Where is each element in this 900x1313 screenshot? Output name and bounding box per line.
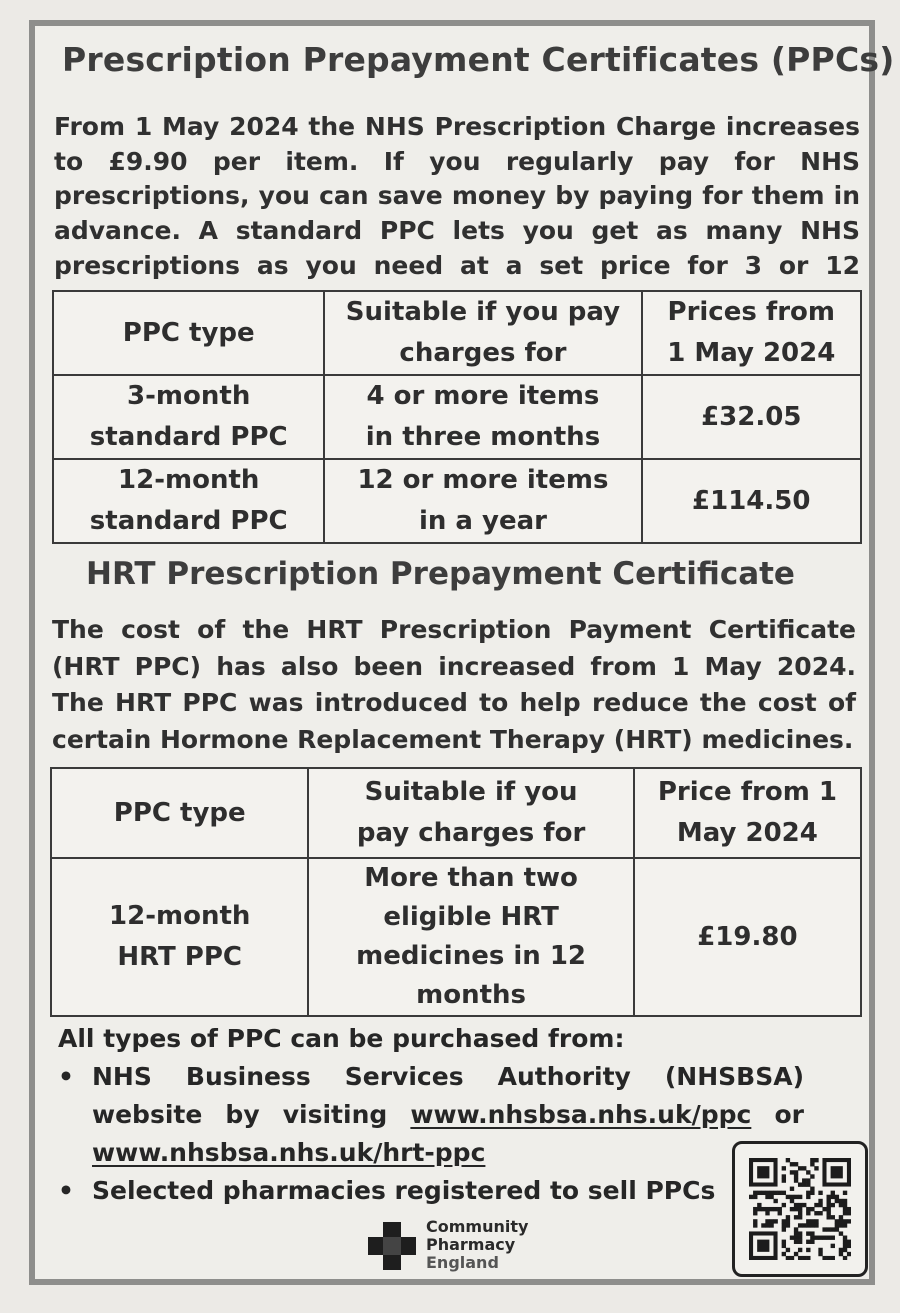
bullet-icon: • <box>58 1176 74 1205</box>
header-cell: Price from 1 May 2024 <box>634 768 861 858</box>
hrt-title: HRT Prescription Prepayment Certificate <box>86 556 795 592</box>
hrt-intro: The cost of the HRT Prescription Payment Certificate (HRT PPC) has also been increased from 1 May 2024. The HRT PPC was introduced to help reduce the cost of certain Hormone Replacement Therapy (HRT) medicines. <box>52 615 856 754</box>
header-cell: Suitable if you pay charges for <box>324 291 641 375</box>
header-cell: Suitable if you pay charges for <box>308 768 633 858</box>
ppc-type-cell: 12-month HRT PPC <box>51 858 308 1016</box>
pharmacy-cross-icon <box>368 1222 416 1270</box>
bullet-pharmacies <box>58 1172 818 1210</box>
header-cell: PPC type <box>51 768 308 858</box>
qr-code-icon[interactable] <box>732 1141 868 1277</box>
ppc-title: Prescription Prepayment Certificates (PPCs) <box>62 40 895 79</box>
table-row <box>53 375 861 459</box>
logo-text <box>426 1218 528 1272</box>
ppc-price-table <box>52 290 862 544</box>
ppc-type-cell: 3-month standard PPC <box>53 375 324 459</box>
bullet-text: Selected pharmacies registered to sell PPCs <box>92 1176 716 1205</box>
header-cell: PPC type <box>53 291 324 375</box>
table-row <box>53 459 861 543</box>
table-row <box>51 858 861 1016</box>
hrt-price-table <box>50 767 862 1017</box>
suitable-cell: More than two eligible HRT medicines in 12 months <box>308 858 633 1016</box>
logo-line: Pharmacy <box>426 1235 516 1254</box>
header-cell: Prices from 1 May 2024 <box>642 291 862 375</box>
table-header-row <box>51 768 861 858</box>
bullet-icon: • <box>58 1062 74 1091</box>
purchase-intro: All types of PPC can be purchased from: <box>58 1024 625 1053</box>
table-header-row <box>53 291 861 375</box>
ppc-type-cell: 12-month standard PPC <box>53 459 324 543</box>
purchase-info <box>58 1020 818 1210</box>
ppc-intro: From 1 May 2024 the NHS Prescription Charge increases to £9.90 per item. If you regularly pay for NHS prescriptions, you can save money by paying for them in advance. A standard PPC lets you get as many NHS prescriptions as you need at a set price for 3 or 12 <box>54 112 860 280</box>
bullet-text: NHS Business Services Authority (NHSBSA) website by visiting <box>92 1062 804 1129</box>
link-hrt-ppc[interactable]: www.nhsbsa.nhs.uk/hrt-ppc <box>92 1138 486 1167</box>
logo-line: Community <box>426 1217 529 1236</box>
or-text: or <box>774 1100 804 1129</box>
logo-line: England <box>426 1253 499 1272</box>
price-cell: £19.80 <box>634 858 861 1016</box>
suitable-cell: 12 or more items in a year <box>324 459 641 543</box>
bullet-nhsbsa <box>58 1058 804 1172</box>
link-ppc[interactable]: www.nhsbsa.nhs.uk/ppc <box>410 1100 752 1129</box>
suitable-cell: 4 or more items in three months <box>324 375 641 459</box>
price-cell: £114.50 <box>642 459 862 543</box>
qr-code-graphic <box>749 1158 851 1260</box>
community-pharmacy-england-logo <box>368 1218 588 1278</box>
price-cell: £32.05 <box>642 375 862 459</box>
